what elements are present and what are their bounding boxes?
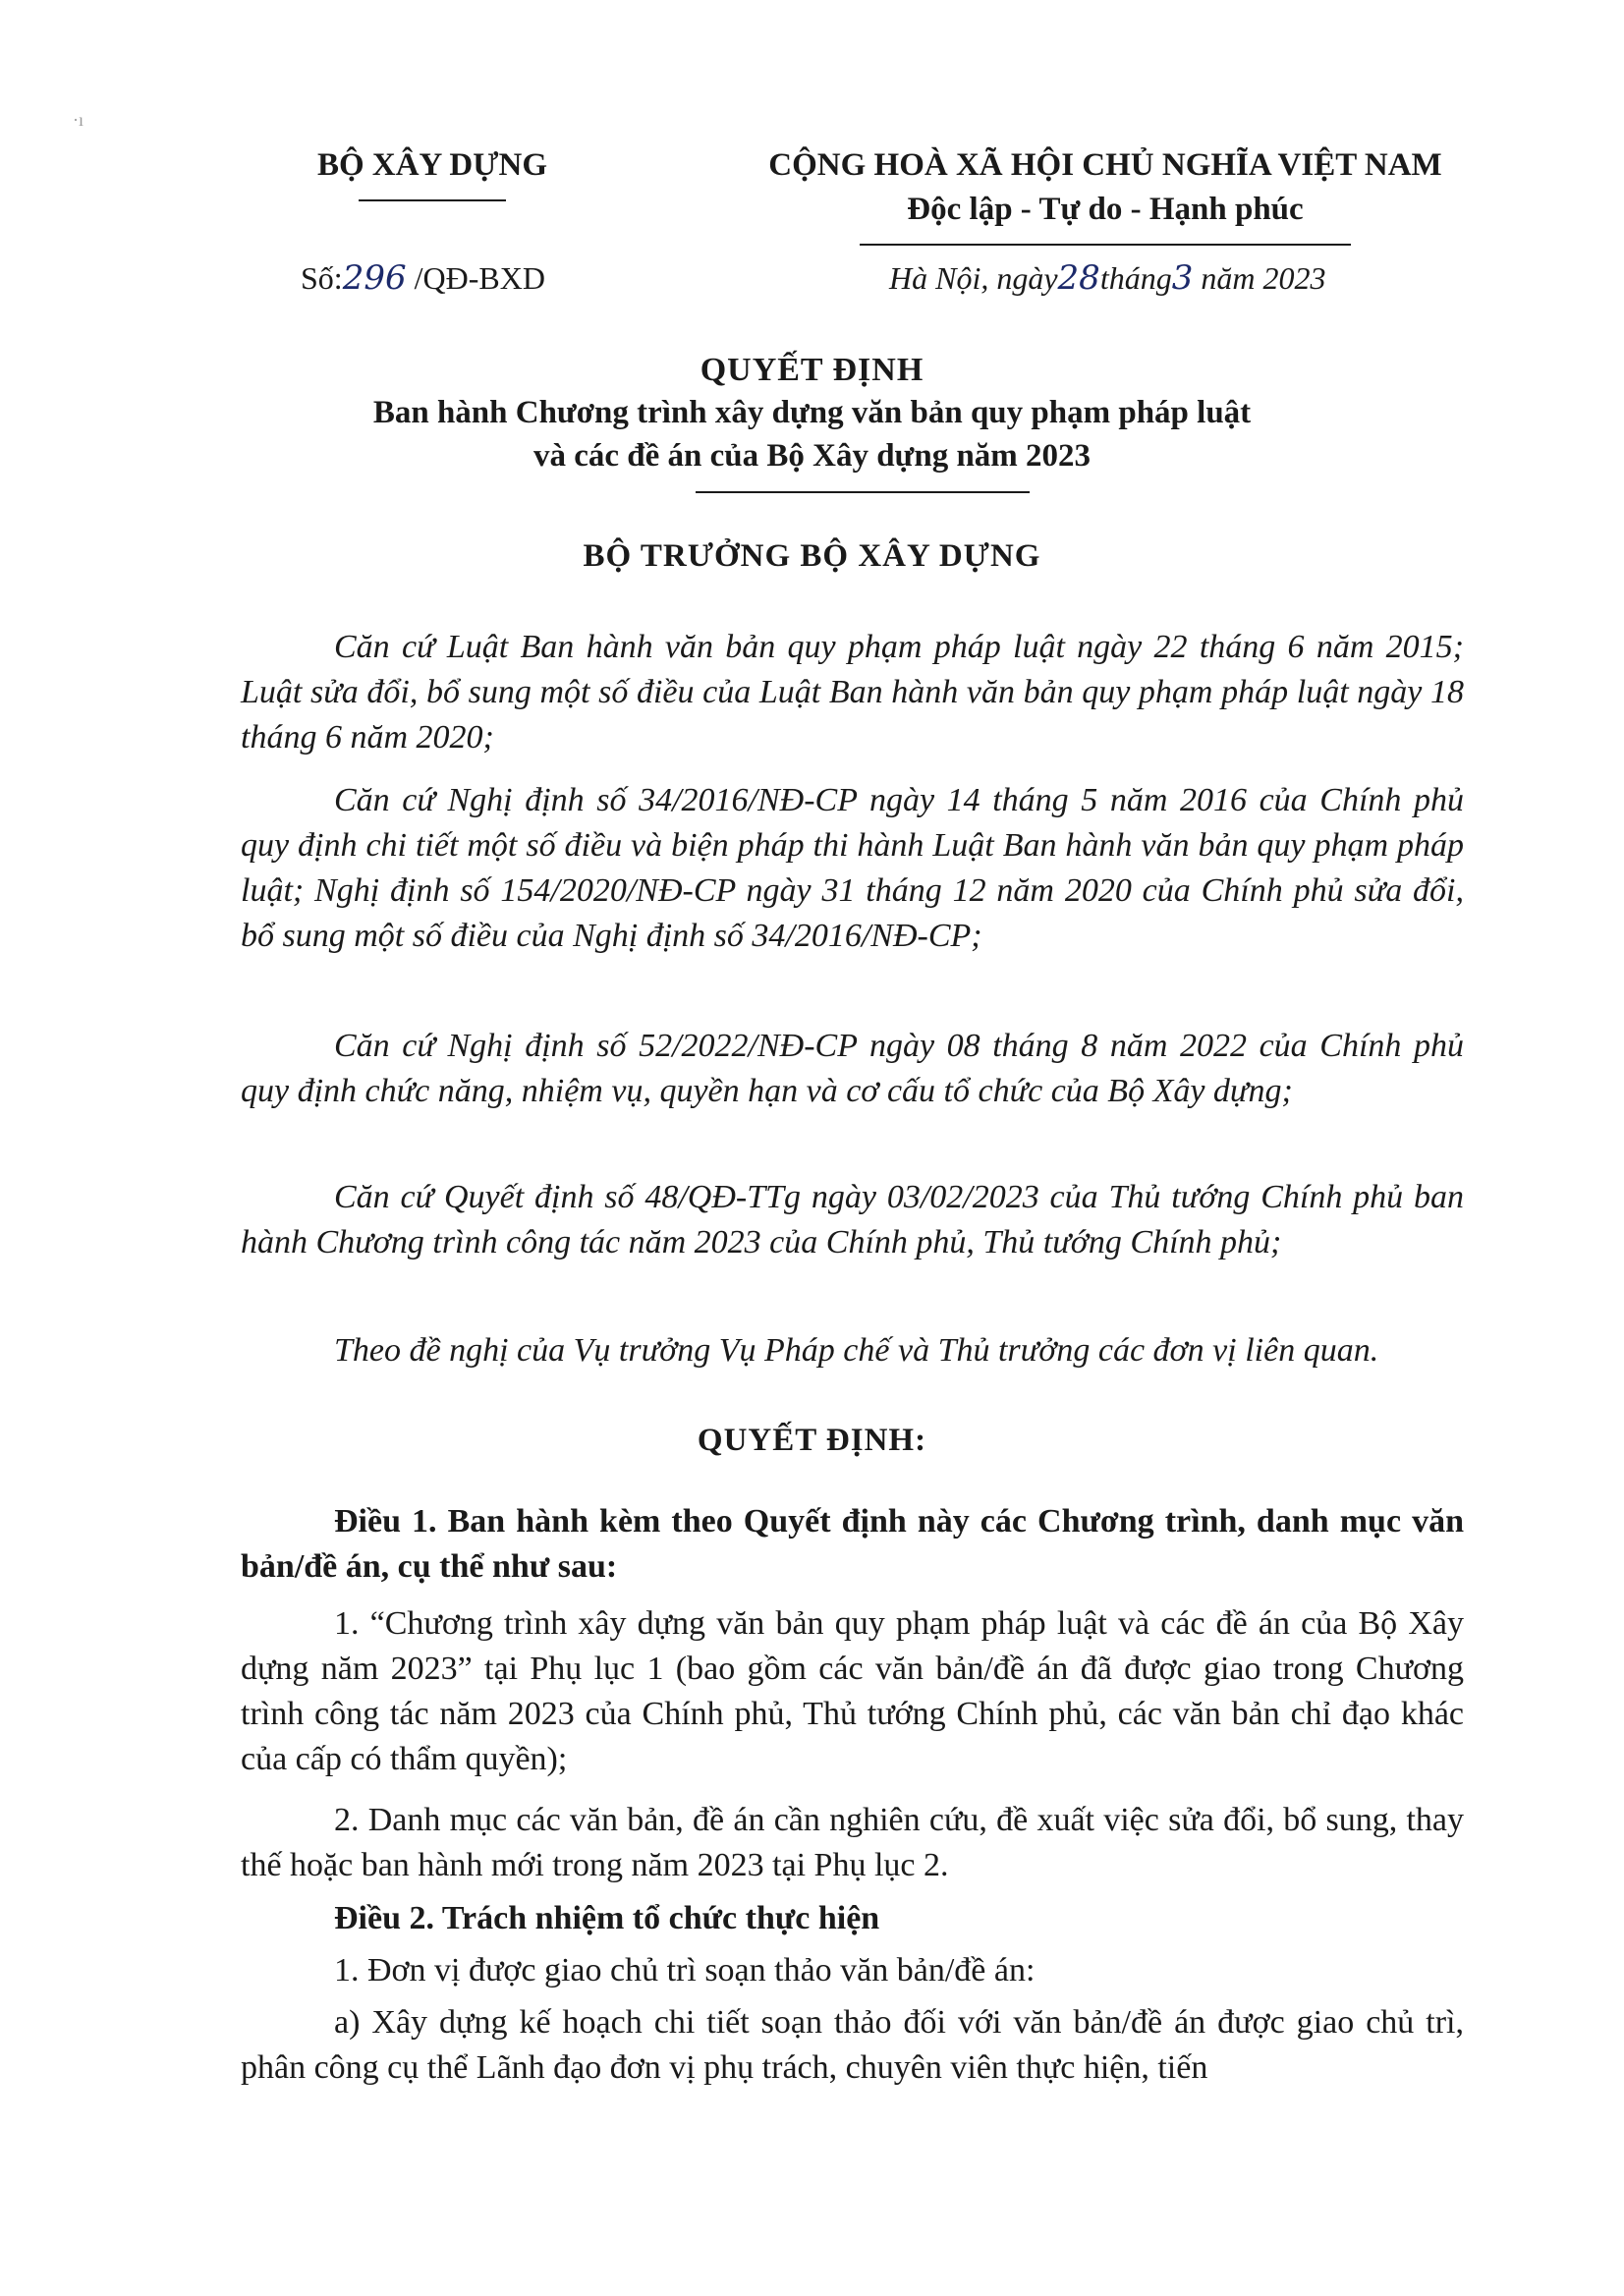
ministry-underline — [359, 199, 506, 201]
number-prefix: Số: — [301, 260, 343, 296]
day-value: 28 — [1057, 258, 1100, 298]
decision-subtitle-line2: và các đề án của Bộ Xây dựng năm 2023 — [532, 438, 1092, 474]
place-date — [889, 258, 1325, 298]
motto-underline — [860, 244, 1351, 246]
preamble-paragraph: Căn cứ Nghị định số 52/2022/NĐ-CP ngày 08 tháng 8 năm 2022 của Chính phủ quy định chức năng, nhiệm vụ, quyền hạn và cơ cấu tổ chức của Bộ Xây dựng; — [241, 1028, 1464, 1109]
decision-title: QUYẾT ĐỊNH — [700, 352, 924, 388]
national-motto: Độc lập - Tự do - Hạnh phúc — [907, 192, 1304, 227]
number-value: 296 — [342, 258, 407, 298]
article-2-title: Điều 2. Trách nhiệm tổ chức thực hiện — [334, 1900, 880, 1936]
nation-name: CỘNG HOÀ XÃ HỘI CHỦ NGHĨA VIỆT NAM — [768, 147, 1442, 183]
preamble-paragraph: Theo đề nghị của Vụ trưởng Vụ Pháp chế và Thủ trưởng các đơn vị liên quan. — [334, 1332, 1379, 1369]
title-underline — [696, 491, 1030, 493]
decision-heading: QUYẾT ĐỊNH: — [697, 1423, 927, 1458]
preamble-paragraph: Căn cứ Luật Ban hành văn bản quy phạm pháp luật ngày 22 tháng 6 năm 2015; Luật sửa đổi, bổ sung một số điều của Luật Ban hành văn bản quy phạm pháp luật ngày 18 tháng 6 năm 2020; — [241, 629, 1464, 756]
month-label: tháng — [1099, 260, 1172, 296]
article-2-item-a: a) Xây dựng kế hoạch chi tiết soạn thảo đối với văn bản/đề án được giao chủ trì, phân công cụ thể Lãnh đạo đơn vị phụ trách, chuyên viên thực hiện, tiến — [241, 2004, 1464, 2086]
place-date-prefix: Hà Nội, ngày — [889, 260, 1058, 296]
article-1-item-1: 1. “Chương trình xây dựng văn bản quy phạm pháp luật và các đề án của Bộ Xây dựng năm 2023” tại Phụ lục 1 (bao gồm các văn bản/đề án đã được giao trong Chương trình công tác năm 2023 của Chính phủ, Thủ tướng Chính phủ, các văn bản chỉ đạo khác của cấp có thẩm quyền); — [241, 1605, 1464, 1777]
preamble-paragraph: Căn cứ Quyết định số 48/QĐ-TTg ngày 03/02/2023 của Thủ tướng Chính phủ ban hành Chương trình công tác năm 2023 của Chính phủ, Thủ tướng Chính phủ; — [241, 1179, 1464, 1260]
year-text: năm 2023 — [1201, 260, 1326, 296]
article-1-item-2: 2. Danh mục các văn bản, đề án cần nghiên cứu, đề xuất việc sửa đổi, bổ sung, thay thế hoặc ban hành mới trong năm 2023 tại Phụ lục 2. — [241, 1802, 1464, 1883]
article-2-item-1: 1. Đơn vị được giao chủ trì soạn thảo văn bản/đề án: — [334, 1952, 1036, 1988]
preamble-paragraph: Căn cứ Nghị định số 34/2016/NĐ-CP ngày 14 tháng 5 năm 2016 của Chính phủ quy định chi tiết một số điều và biện pháp thi hành Luật Ban hành văn bản quy phạm pháp luật; Nghị định số 154/2020/NĐ-CP ngày 31 tháng 12 năm 2020 của Chính phủ sửa đổi, bổ sung một số điều của Nghị định số 34/2016/NĐ-CP; — [241, 782, 1464, 954]
month-value: 3 — [1171, 258, 1194, 298]
article-1-title: Điều 1. Ban hành kèm theo Quyết định này các Chương trình, danh mục văn bản/đề án, cụ thể như sau: — [241, 1503, 1464, 1585]
document-number — [301, 258, 545, 298]
ministry-name: BỘ XÂY DỰNG — [316, 147, 548, 183]
number-suffix: /QĐ-BXD — [414, 260, 545, 296]
scan-mark: ·ı — [73, 110, 84, 130]
decision-subtitle-line1: Ban hành Chương trình xây dựng văn bản quy phạm pháp luật — [372, 395, 1252, 430]
issuing-authority: BỘ TRƯỞNG BỘ XÂY DỰNG — [583, 538, 1041, 574]
